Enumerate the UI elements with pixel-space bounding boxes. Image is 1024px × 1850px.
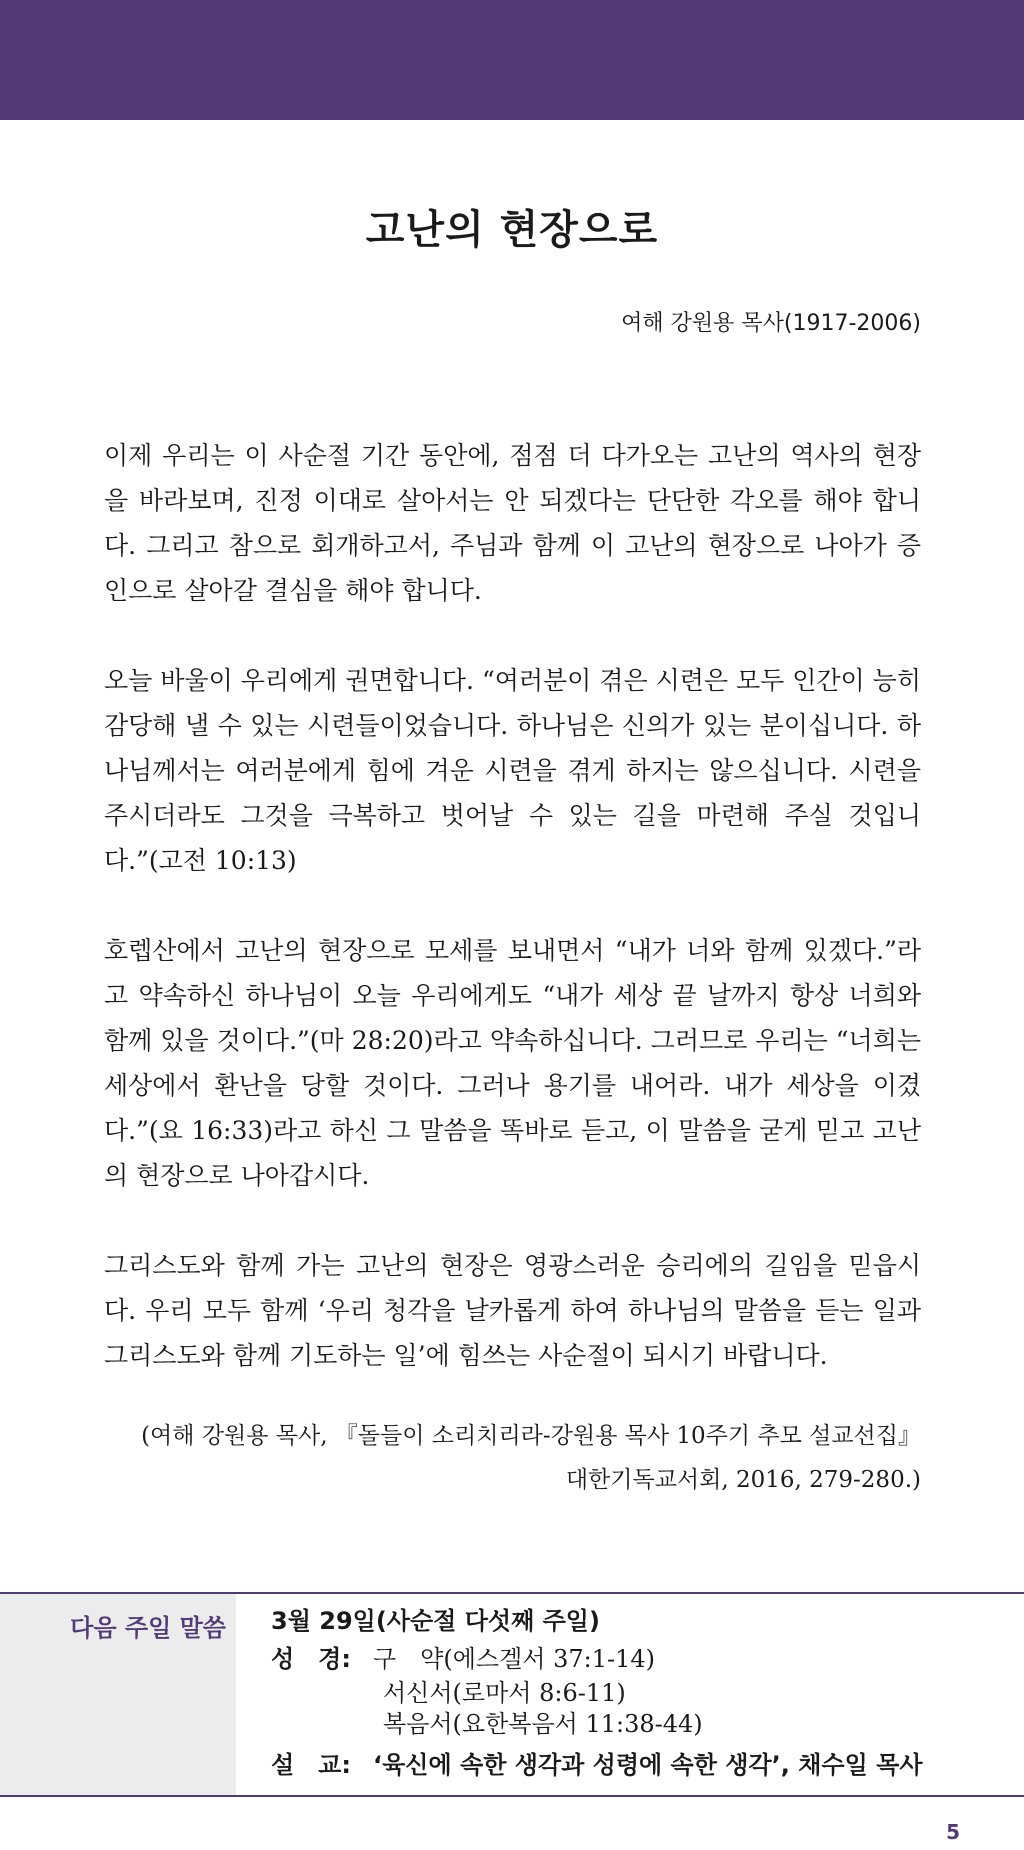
footer-bottom-rule [0, 1795, 1024, 1797]
paragraph-2: 오늘 바울이 우리에게 권면합니다. “여러분이 겪은 시련은 모두 인간이 능히 감당해 낼 수 있는 시련들이었습니다. 하나님은 신의가 있는 분이십니다. 하나님께서는 여러분에게 힘에 겨운 시련을 겪게 하지는 않으십니다. 시련을 주시더라도 그것을 극복하고 벗어날 수 있는 길을 마련해 주실 것입니다.”(고전 10:13) [104, 666, 921, 875]
sermon-title: ‘육신에 속한 생각과 성령에 속한 생각’, 채수일 목사 [373, 1751, 923, 1779]
article-body [104, 433, 921, 1423]
scripture-gospel: 복음서(요한복음서 11:38-44) [383, 1710, 703, 1738]
next-sunday-date: 3월 29일(사순절 다섯째 주일) [271, 1607, 600, 1635]
next-sunday-details [271, 1602, 1011, 1784]
article-title: 고난의 현장으로 [365, 207, 659, 253]
header-band [0, 0, 1024, 120]
scripture-epistle: 서신서(로마서 8:6-11) [383, 1679, 626, 1707]
sermon-row [271, 1746, 1011, 1784]
next-sunday-label: 다음 주일 말씀 [70, 1614, 226, 1642]
footer-label-panel [0, 1594, 236, 1795]
citation-line-2: 대한기독교서회, 2016, 279-280.) [565, 1467, 921, 1493]
scripture-old-testament: 구 약(에스겔서 37:1-14) [373, 1645, 656, 1673]
next-sunday-box [0, 1592, 1024, 1797]
paragraph-1: 이제 우리는 이 사순절 기간 동안에, 점점 더 다가오는 고난의 역사의 현장을 바라보며, 진정 이대로 살아서는 안 되겠다는 단단한 각오를 해야 합니다. 그리고 참으로 회개하고서, 주님과 함께 이 고난의 현장으로 나아가 증인으로 살아갈 결심을 해야 합니다. [104, 441, 921, 605]
source-citation [141, 1414, 921, 1502]
sermon-label: 설 교: [271, 1751, 351, 1779]
citation-line-1: (여해 강원용 목사, 『돌들이 소리치리라-강원용 목사 10주기 추모 설교선집』 [141, 1423, 921, 1449]
scripture-row [271, 1640, 1011, 1678]
paragraph-3: 호렙산에서 고난의 현장으로 모세를 보내면서 “내가 너와 함께 있겠다.”라고 약속하신 하나님이 오늘 우리에게도 “내가 세상 끝 날까지 항상 너희와 함께 있을 것이다.”(마 28:20)라고 약속하십니다. 그러므로 우리는 “너희는 세상에서 환난을 당할 것이다. 그러나 용기를 내어라. 내가 세상을 이겼다.”(요 16:33)라고 하신 그 말씀을 똑바로 듣고, 이 말씀을 굳게 믿고 고난의 현장으로 나아갑시다. [104, 936, 921, 1190]
scripture-label: 성 경: [271, 1645, 351, 1673]
page-number: 5 [946, 1820, 960, 1844]
paragraph-4: 그리스도와 함께 가는 고난의 현장은 영광스러운 승리에의 길임을 믿읍시다. 우리 모두 함께 ‘우리 청각을 날카롭게 하여 하나님의 말씀을 듣는 일과 그리스도와 함께 기도하는 일’에 힘쓰는 사순절이 되시기 바랍니다. [104, 1251, 921, 1370]
article-author: 여해 강원용 목사(1917-2006) [621, 311, 921, 336]
